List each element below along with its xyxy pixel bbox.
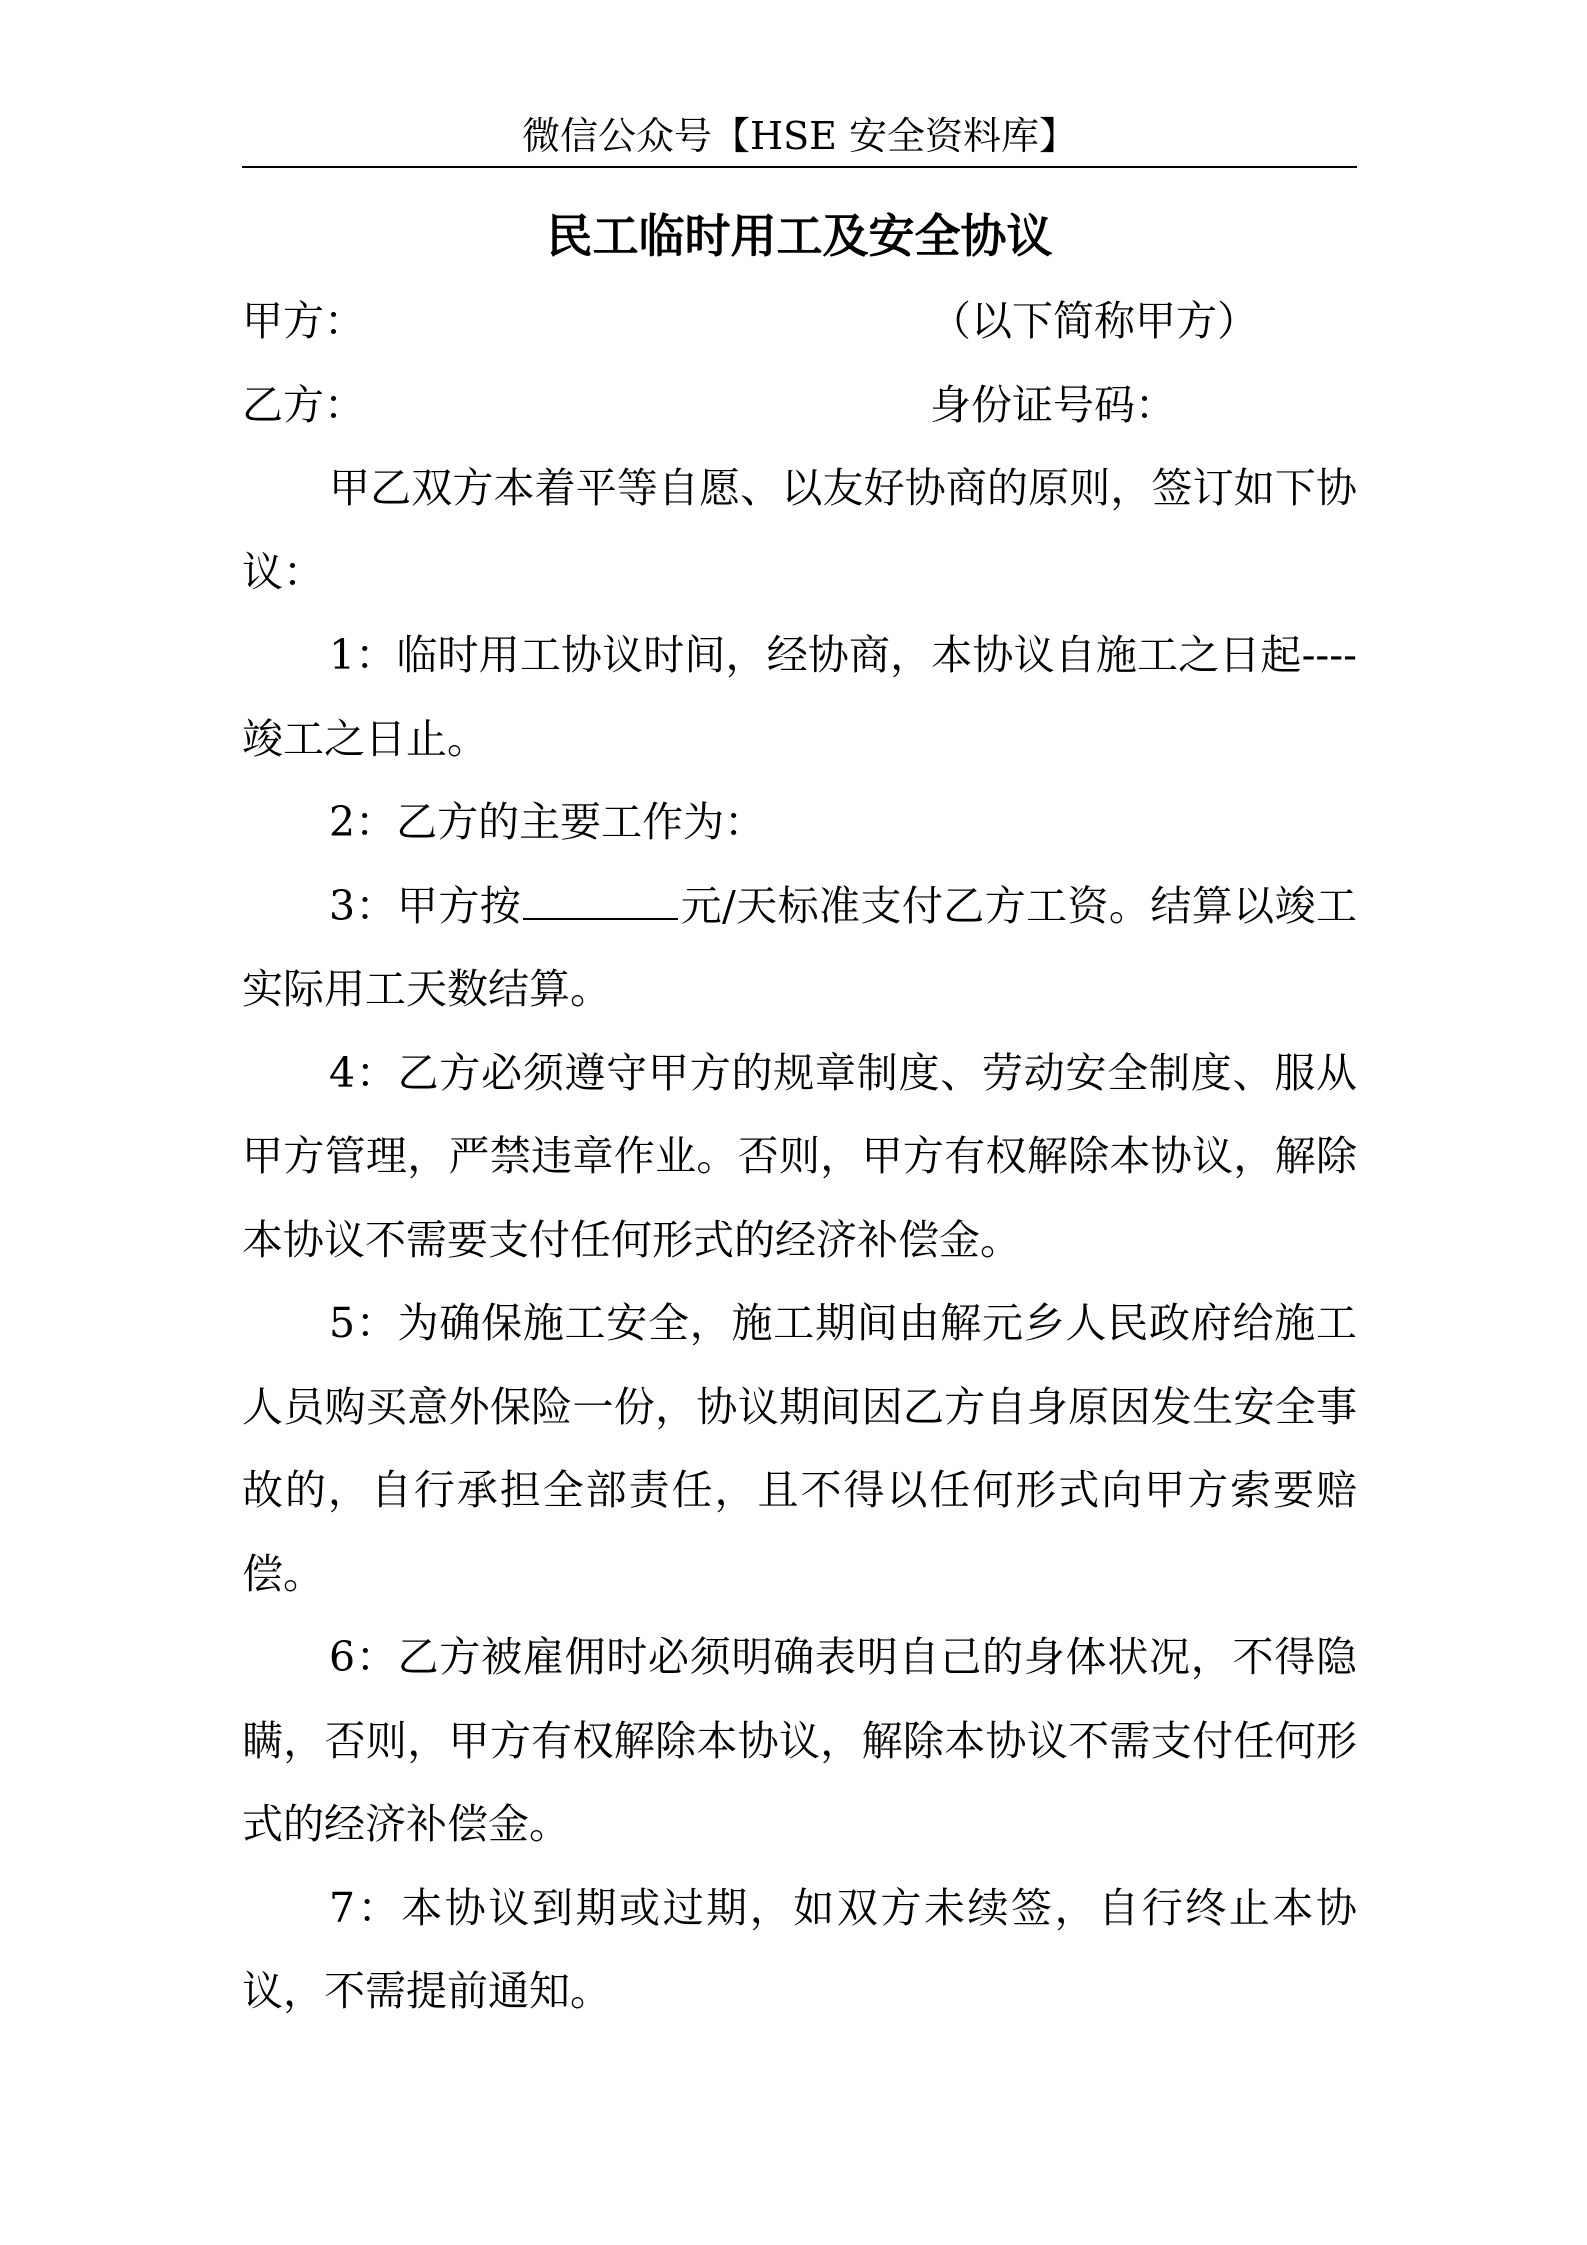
clause-3-before-blank: 3：甲方按 xyxy=(329,881,522,930)
document-body xyxy=(242,280,1357,2034)
clause-3 xyxy=(242,865,1357,1032)
party-a-label: 甲方： xyxy=(242,297,365,345)
party-a-row xyxy=(242,280,1357,364)
clause-1: 1：临时用工协议时间，经协商，本协议自施工之日起----竣工之日止。 xyxy=(242,631,1357,763)
document-title: 民工临时用工及安全协议 xyxy=(546,209,1053,263)
page-header: 微信公众号【HSE 安全资料库】 xyxy=(522,114,1077,158)
party-b-row xyxy=(242,364,1357,448)
clause-2: 2：乙方的主要工作为： xyxy=(329,798,766,846)
party-b-label: 乙方： xyxy=(242,380,365,429)
wage-blank-line xyxy=(523,882,678,920)
clause-4: 4：乙方必须遵守甲方的规章制度、劳动安全制度、服从甲方管理，严禁违章作业。否则，甲方有权解除本协议，解除本协议不需要支付任何形式的经济补偿金。 xyxy=(242,1048,1357,1264)
clause-7: 7：本协议到期或过期，如双方未续签，自行终止本协议，不需提前通知。 xyxy=(242,1883,1357,2015)
party-a-note: （以下简称甲方） xyxy=(930,297,1258,345)
header-divider xyxy=(242,166,1357,168)
clause-5: 5：为确保施工安全，施工期间由解元乡人民政府给施工人员购买意外保险一份，协议期间因乙方自身原因发生安全事故的，自行承担全部责任，且不得以任何形式向甲方索要赔偿。 xyxy=(242,1299,1357,1598)
clause-3-after-blank: 元/天标准支付乙方工资。结算以竣工实际用工天数结算。 xyxy=(242,881,1357,1013)
party-b-id-label: 身份证号码： xyxy=(930,380,1176,429)
clause-6: 6：乙方被雇佣时必须明确表明自己的身体状况，不得隐瞒，否则，甲方有权解除本协议，解除本协议不需支付任何形式的经济补偿金。 xyxy=(242,1633,1357,1848)
intro-paragraph: 甲乙双方本着平等自愿、以友好协商的原则，签订如下协议： xyxy=(242,464,1357,596)
